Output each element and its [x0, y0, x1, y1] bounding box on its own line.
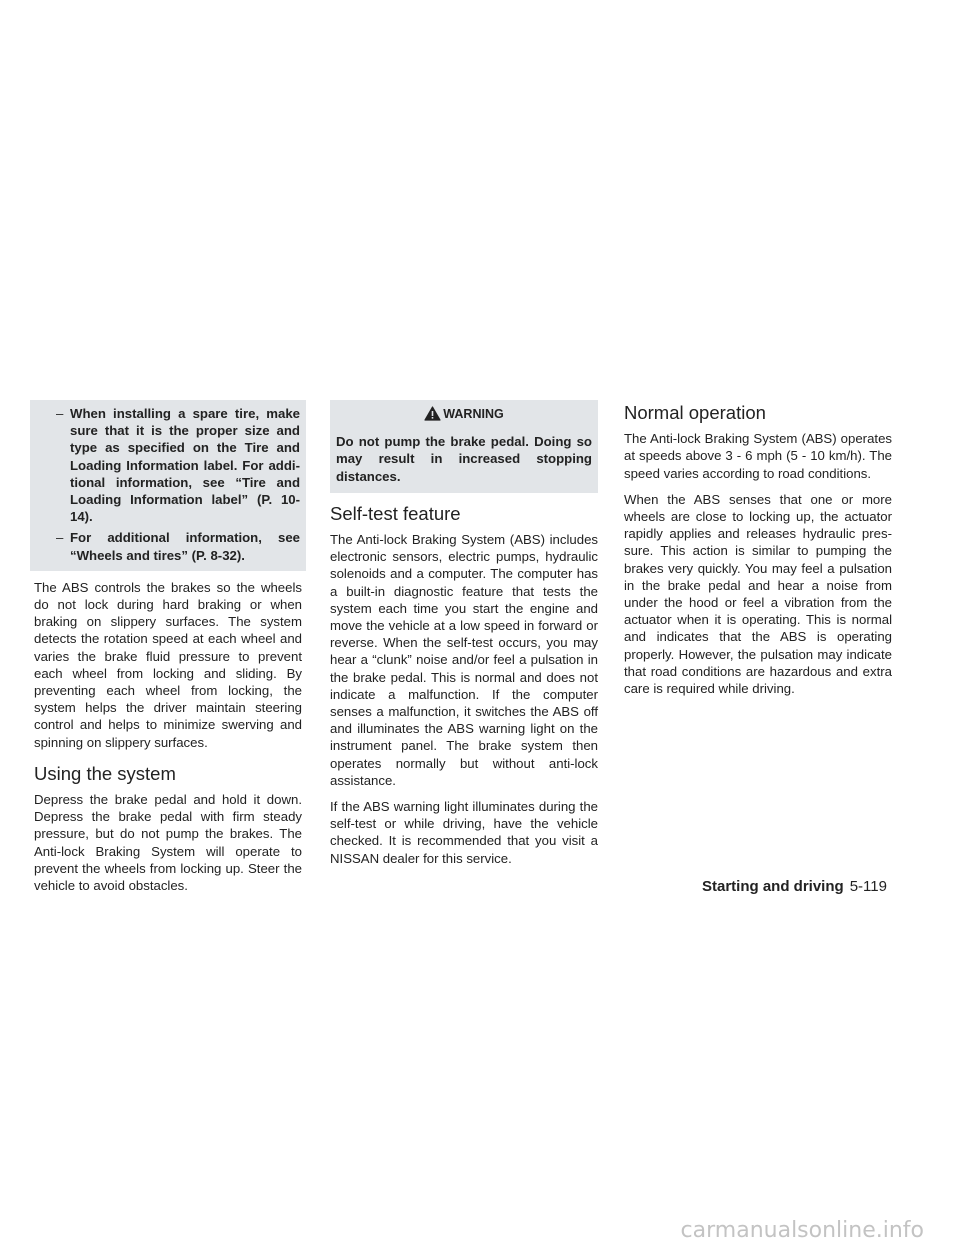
self-test-heading: Self-test feature: [330, 502, 461, 524]
page-number: 5-119: [849, 878, 887, 895]
normal-operation-paragraph-1: The Anti-lock Braking System (ABS) operates at speeds above 3 - 6 mph (5 - 10 km/h). The speed varies according to road conditions.: [624, 431, 892, 481]
warning-box: [330, 400, 598, 493]
warning-header: [336, 406, 592, 423]
self-test-paragraph-1: The Anti-lock Braking System (ABS) includes electronic sensors, electric pumps, hydraulic solenoids and a computer. The computer has a built-in diagnostic feature that tests the system each time you start the engine and move the vehicle at a low speed in forward or reverse. When the self-test occurs, you may hear a “clunk” noise and/or feel a pulsation in the brake pedal. This is normal and does not indicate a malfunction. If the computer senses a malfunction, it switches the ABS off and illuminates the ABS warning light on the instrument panel. The brake system then operates normally but without anti-lock assistance.: [330, 532, 598, 788]
bullet-text: When installing a spare tire, make sure that it is the proper size and type as specified on the Tire and Loading Information label. For additional information, see “Tire and Loading Information label” (P. 10-14).: [70, 406, 300, 525]
list-item: [30, 529, 306, 563]
warning-triangle-icon: [424, 406, 441, 421]
left-column: [34, 404, 302, 903]
self-test-paragraph-2: If the ABS warning light illuminates during the self-test or while driving, have the vehicle checked. It is recommended that you visit a NISSAN dealer for this service.: [330, 799, 598, 866]
abs-intro-paragraph: The ABS controls the brakes so the wheels do not lock during hard braking or when braking on slippery surfaces. The system detects the rotation speed at each wheel and varies the brake fluid pressure to prevent each wheel from locking and sliding. By preventing each wheel from locking, the system helps the driver maintain steering control and helps to minimize swerving and spinning on slippery surfaces.: [34, 579, 302, 750]
dash-marker: –: [56, 530, 64, 546]
list-item: [30, 405, 306, 525]
dash-marker: –: [56, 406, 64, 421]
normal-operation-paragraph-2: When the ABS senses that one or more wheels are close to locking up, the actuator rapidly applies and releases hydraulic pressure. This action is similar to pumping the brakes very quickly. You may feel a pulsation in the brake pedal and hear a noise from under the hood or feel a vibration from the actuator when it is operating. This is normal and indicates that the ABS is operating properly. However, the pulsation may indicate that road conditions are hazardous and extra care is required while driving.: [624, 491, 892, 697]
page-footer: [702, 878, 887, 895]
right-column: [624, 404, 892, 706]
spare-tire-note-box: [30, 400, 306, 571]
warning-label: WARNING: [443, 407, 504, 421]
watermark-text: carmanualsonline.info: [680, 1218, 924, 1243]
bullet-text: For additional information, see “Wheels and tires” (P. 8-32).: [70, 530, 300, 563]
using-the-system-paragraph: Depress the brake pedal and hold it down. Depress the brake pedal with firm steady pressure, but do not pump the brakes. The Anti-lock Braking System will operate to prevent the wheels from locking up. Steer the vehicle to avoid obstacles.: [34, 792, 302, 894]
warning-text: Do not pump the brake pedal. Doing so may result in increased stopping distances.: [336, 434, 592, 484]
using-the-system-heading: Using the system: [34, 762, 176, 784]
footer-section-title: Starting and driving: [702, 878, 844, 895]
middle-column: [330, 404, 598, 876]
watermark-bar: [0, 1216, 960, 1242]
normal-operation-heading: Normal operation: [624, 402, 766, 423]
